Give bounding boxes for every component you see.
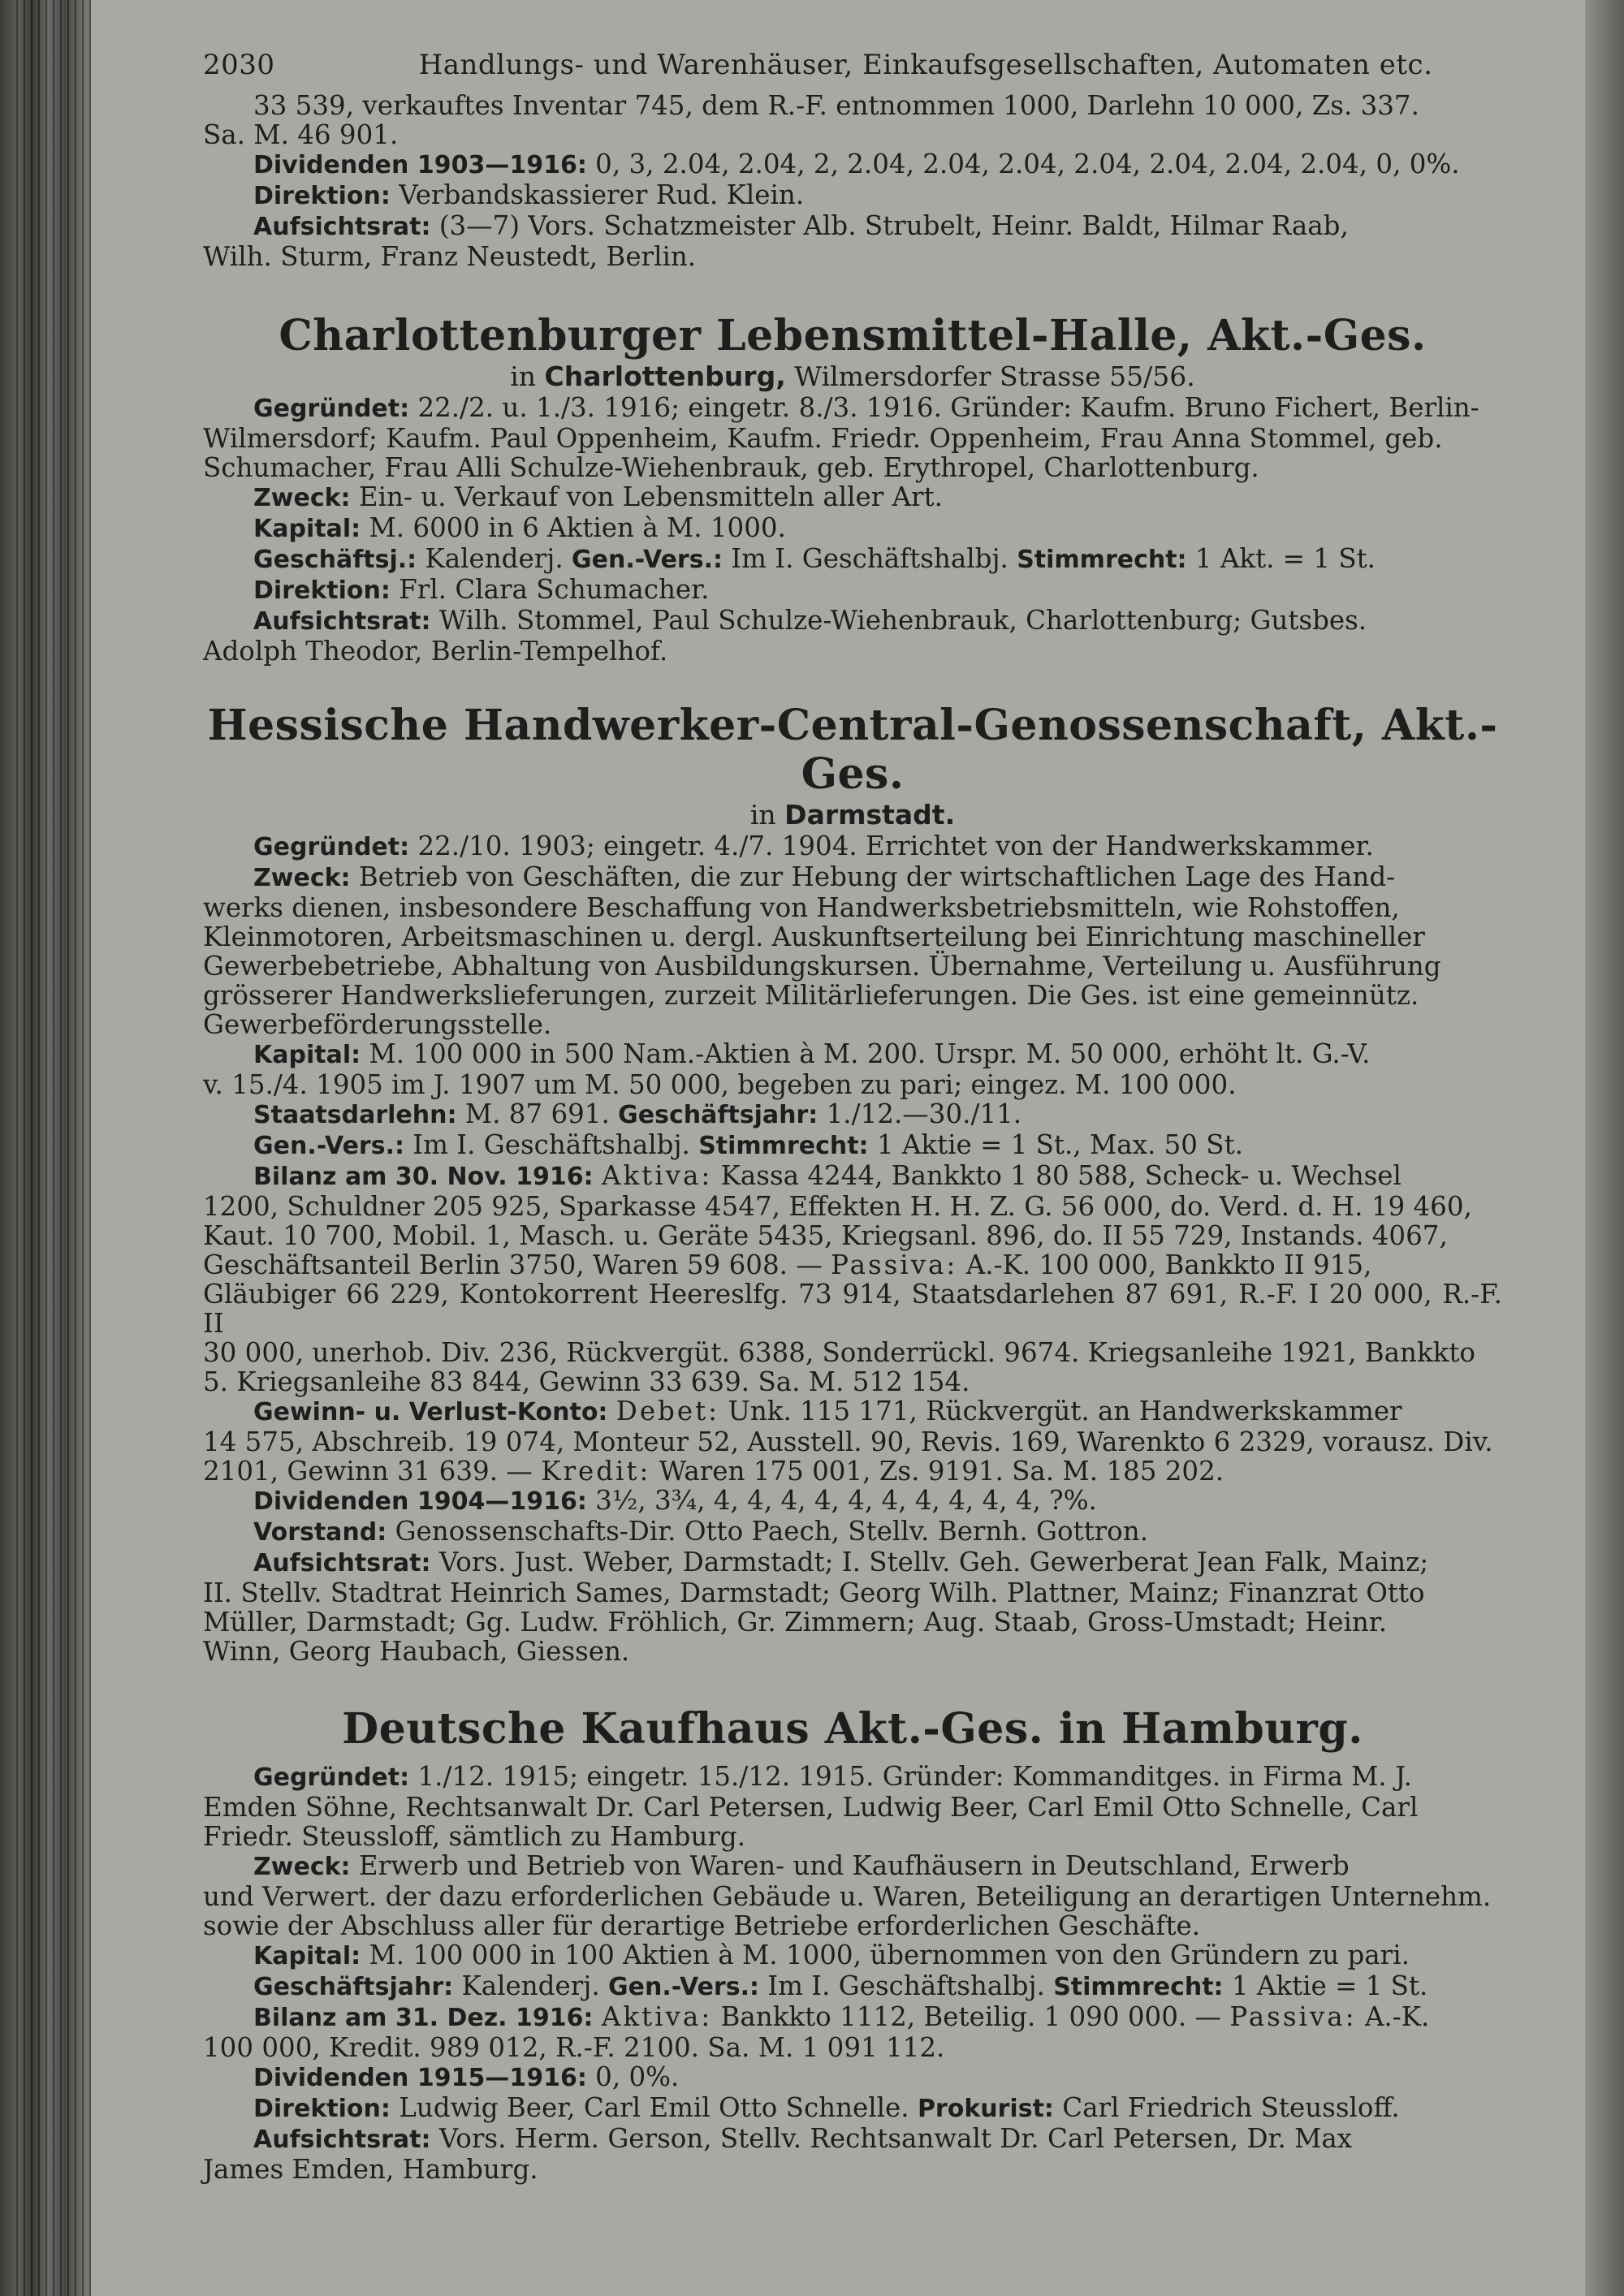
field-label: Geschäftsj.: (253, 546, 417, 574)
field-label: Gen.-Vers.: (572, 546, 723, 574)
staatsdarlehn-line: Staatsdarlehn: M. 87 691. Geschäftsjahr: 1./12.—30./11. (253, 1098, 1022, 1129)
field-label: Kapital: (253, 1942, 361, 1970)
field-label: Aufsichtsrat: (253, 213, 431, 241)
company-entry-deutsche-kaufhaus: Deutsche Kaufhaus Akt.-Ges. in Hamburg. Gegründet: 1./12. 1915; eingetr. 15./12. 1915. Gründer: Kommanditges. in Firma M. J. Emden Söhne, Rechtsanwalt Dr. Carl Petersen, Ludwig Beer, Carl Emil Otto Schnelle, Carl Friedr. Steussloff, sämtlich zu Hamburg. Zweck: Erwerb und Betrieb von Waren- und Kaufhäusern in Deutschland, Erwerb und Verwert. der dazu erforderlichen Gebäude u. Waren, Beteiligung an derartigen Unternehm. sowie der Abschluss aller für derartige Betriebe erforderlichen Geschäfte. Kapital: M. 100 000 in 100 Aktien à M. 1000, übernommen von den Gründern zu pari. Geschäftsjahr: Kalenderj. Gen.-Vers.: Im I. Geschäftshalbj. Stimmrecht: 1 Aktie = 1 St. Bilanz am 31. Dez. 1916: Aktiva: Bankkto 1112, Beteilig. 1 090 000. — Passiva: A.-K. 100 000, Kredit. 989 012, R.-F. 2100. Sa. M. 1 091 112. Dividenden 1915—1916: 0, 0%. Direktion: Ludwig Beer, Carl Emil Otto Schnelle. Prokurist: Carl Friedrich Steussloff. Aufsichtsrat: Vors. Herm. Gerson, Stellv. Rechtsanwalt Dr. Carl Petersen, Dr. Max James Emden, Hamburg. (203, 1705, 1502, 2184)
continuation-text: 33 539, verkauftes Inventar 745, dem R.-F. entnommen 1000, Darlehn 10 000, Zs. 337. (253, 90, 1419, 121)
field-label: Gen.-Vers.: (608, 1973, 759, 2001)
gegruendet-line: Gegründet: 1./12. 1915; eingetr. 15./12. 1915. Gründer: Kommanditges. in Firma M. J. (253, 1761, 1412, 1792)
field-label: Zweck: (253, 484, 351, 512)
bilanz-line: Bilanz am 31. Dez. 1916: Aktiva: Bankkto 1112, Beteilig. 1 090 000. — Passiva: A.-K. (253, 2001, 1430, 2032)
field-label: Dividenden 1904—1916: (253, 1487, 587, 1516)
company-title: Deutsche Kaufhaus Akt.-Ges. in Hamburg. (342, 1704, 1363, 1754)
field-label: Bilanz am 30. Nov. 1916: (253, 1163, 594, 1191)
page-number: 2030 (203, 49, 275, 81)
direktion-line: Direktion: Verbandskassierer Rud. Klein. (253, 179, 805, 210)
field-label: Gewinn- u. Verlust-Konto: (253, 1398, 608, 1426)
zweck-line: Zweck: Erwerb und Betrieb von Waren- und Kaufhäusern in Deutschland, Erwerb (253, 1850, 1350, 1881)
gen-vers-line: Gen.-Vers.: Im I. Geschäftshalbj. Stimmrecht: 1 Aktie = 1 St., Max. 50 St. (253, 1129, 1243, 1160)
aufsichtsrat-line: Aufsichtsrat: Vors. Herm. Gerson, Stellv. Rechtsanwalt Dr. Carl Petersen, Dr. Max (253, 2123, 1353, 2154)
field-label: Kapital: (253, 1041, 361, 1069)
aufsichtsrat-line: Aufsichtsrat: Vors. Just. Weber, Darmstadt; I. Stellv. Geh. Gewerberat Jean Falk, Mainz; (253, 1547, 1429, 1577)
running-head: Handlungs- und Warenhäuser, Einkaufsgesellschaften, Automaten etc. (418, 49, 1433, 81)
vorstand-line: Vorstand: Genossenschafts-Dir. Otto Paech, Stellv. Bernh. Gottron. (253, 1516, 1149, 1547)
field-label: Gegründet: (253, 833, 410, 861)
field-label: Stimmrecht: (698, 1132, 869, 1160)
field-label: Geschäftsjahr: (618, 1101, 818, 1129)
field-label: Direktion: (253, 576, 391, 605)
field-label: Zweck: (253, 1853, 351, 1881)
field-label: Geschäftsjahr: (253, 1973, 454, 2001)
direktion-line: Direktion: Frl. Clara Schumacher. (253, 574, 710, 605)
field-label: Dividenden 1903—1916: (253, 151, 587, 179)
page-content (203, 49, 1502, 2184)
gewinn-verlust-line: Gewinn- u. Verlust-Konto: Debet: Unk. 115 171, Rückvergüt. an Handwerkskammer (253, 1396, 1402, 1426)
previous-entry-continuation (203, 91, 1502, 271)
field-label: Staatsdarlehn: (253, 1101, 457, 1129)
dividends-line: Dividenden 1903—1916: 0, 3, 2.04, 2.04, 2, 2.04, 2.04, 2.04, 2.04, 2.04, 2.04, 2.04, 0, 0%. (253, 149, 1460, 179)
bilanz-line: Bilanz am 30. Nov. 1916: Aktiva: Kassa 4244, Bankkto 1 80 588, Scheck- u. Wechsel (253, 1160, 1402, 1191)
field-label: Prokurist: (917, 2095, 1054, 2123)
aufsichtsrat-line: Aufsichtsrat: (3—7) Vors. Schatzmeister Alb. Strubelt, Heinr. Baldt, Hilmar Raab, (253, 210, 1349, 241)
field-label: Aufsichtsrat: (253, 607, 431, 636)
zweck-line: Zweck: Ein- u. Verkauf von Lebensmitteln aller Art. (253, 481, 943, 512)
zweck-line: Zweck: Betrieb von Geschäften, die zur Hebung der wirtschaftlichen Lage des Hand- (253, 861, 1396, 892)
field-label: Bilanz am 31. Dez. 1916: (253, 2004, 594, 2032)
field-label: Vorstand: (253, 1518, 387, 1547)
field-label: Direktion: (253, 2095, 391, 2123)
kapital-line: Kapital: M. 100 000 in 100 Aktien à M. 1000, übernommen von den Gründern zu pari. (253, 1940, 1410, 1970)
aufsichtsrat-line: Aufsichtsrat: Wilh. Stommel, Paul Schulze-Wiehenbrauk, Charlottenburg; Gutsbes. (253, 605, 1367, 636)
aufsichtsrat-line: Wilh. Sturm, Franz Neustedt, Berlin. (203, 241, 697, 272)
company-entry-hessische: Hessische Handwerker-Central-Genossenschaft, Akt.-Ges. in Darmstadt. Gegründet: 22./10. 1903; eingetr. 4./7. 1904. Errichtet von der Handwerkskammer. Zweck: Betrieb von Geschäften, die zur Hebung der wirtschaftlichen Lage des Hand- werks dienen, insbesondere Beschaffung von Handwerksbetriebsmitteln, wie Rohstoffen, Kleinmotoren, Arbeitsmaschinen u. dergl. Auskunftserteilung bei Einrichtung maschineller Gewerbebetriebe, Abhaltung von Ausbildungskursen. Übernahme, Verteilung u. Ausführung grösserer Handwerkslieferungen, zurzeit Militärlieferungen. Die Ges. ist eine gemeinnütz. Gewerbeförderungsstelle. Kapital: M. 100 000 in 500 Nam.-Aktien à M. 200. Urspr. M. 50 000, erhöht lt. G.-V. v. 15./4. 1905 im J. 1907 um M. 50 000, begeben zu pari; eingez. M. 100 000. Staatsdarlehn: M. 87 691. Geschäftsjahr: 1./12.—30./11. Gen.-Vers.: Im I. Geschäftshalbj. Stimmrecht: 1 Aktie = 1 St., Max. 50 St. Bilanz am 30. Nov. 1916: Aktiva: Kassa 4244, Bankkto 1 80 588, Scheck- u. Wechsel 1200, Schuldner 205 925, Sparkasse 4547, Effekten H. H. Z. G. 56 000, do. Verd. d. H. 19 460, Kaut. 10 700, Mobil. 1, Masch. u. Geräte 5435, Kriegsanl. 896, do. II 55 729, Instands. 4067, Geschäftsanteil Berlin 3750, Waren 59 608. — Passiva: A.-K. 100 000, Bankkto II 915, Gläubiger 66 229, Kontokorrent Heereslfg. 73 914, Staatsdarlehen 87 691, R.-F. I 20 000, R.-F. II 30 000, unerhob. Div. 236, Rückvergüt. 6388, Sonderrückl. 9674. Kriegsanleihe 1921, Bankkto 5. Kriegsanleihe 83 844, Gewinn 33 639. Sa. M. 512 154. Gewinn- u. Verlust-Konto: Debet: Unk. 115 171, Rückvergüt. an Handwerkskammer 14 575, Abschreib. 19 074, Monteur 52, Ausstell. 90, Revis. 169, Warenkto 6 2329, vorausz. Div. 2101, Gewinn 31 639. — Kredit: Waren 175 001, Zs. 9191. Sa. M. 185 202. Dividenden 1904—1916: 3½, 3¾, 4, 4, 4, 4, 4, 4, 4, 4, 4, 4, ?%. Vorstand: Genossenschafts-Dir. Otto Paech, Stellv. Bernh. Gottron. Aufsichtsrat: Vors. Just. Weber, Darmstadt; I. Stellv. Geh. Gewerberat Jean Falk, Mainz; II. Stellv. Stadtrat Heinrich Sames, Darmstadt; Georg Wilh. Plattner, Mainz; Finanzrat Otto Müller, Darmstadt; Gg. Ludw. Fröhlich, Gr. Zimmern; Aug. Staab, Gross-Umstadt; Heinr. Winn, Georg Haubach, Giessen. (203, 701, 1502, 1667)
field-label: Stimmrecht: (1053, 1973, 1224, 2001)
gegruendet-line: Gegründet: 22./2. u. 1./3. 1916; eingetr. 8./3. 1916. Gründer: Kaufm. Bruno Fichert, Berlin- (253, 392, 1479, 423)
page-header (203, 49, 1502, 91)
page-right-edge (1585, 0, 1624, 2296)
geschaeftsjahr-line: Geschäftsj.: Kalenderj. Gen.-Vers.: Im I. Geschäftshalbj. Stimmrecht: 1 Akt. = 1 St. (253, 543, 1376, 574)
field-label: Stimmrecht: (1017, 546, 1187, 574)
dividends-line: Dividenden 1915—1916: 0, 0%. (253, 2061, 680, 2092)
field-label: Aufsichtsrat: (253, 2126, 431, 2154)
field-label: Direktion: (253, 182, 391, 210)
continuation-text: Sa. M. 46 901. (203, 119, 399, 150)
dividends-line: Dividenden 1904—1916: 3½, 3¾, 4, 4, 4, 4, 4, 4, 4, 4, 4, 4, ?%. (253, 1485, 1097, 1516)
field-label: Kapital: (253, 515, 361, 543)
kapital-line: Kapital: M. 100 000 in 500 Nam.-Aktien à M. 200. Urspr. M. 50 000, erhöht lt. G.-V. (253, 1038, 1371, 1069)
field-label: Zweck: (253, 864, 351, 892)
direktion-line: Direktion: Ludwig Beer, Carl Emil Otto Schnelle. Prokurist: Carl Friedrich Steussloff. (253, 2092, 1400, 2123)
company-location: in Darmstadt. (749, 799, 956, 831)
company-title: Hessische Handwerker-Central-Genossenschaft, Akt.-Ges. (207, 701, 1498, 799)
company-location: in Charlottenburg, Wilmersdorfer Strasse 55/56. (510, 360, 1195, 392)
field-label: Gen.-Vers.: (253, 1132, 404, 1160)
company-title: Charlottenburger Lebensmittel-Halle, Akt.-Ges. (279, 311, 1427, 360)
kapital-line: Kapital: M. 6000 in 6 Aktien à M. 1000. (253, 512, 786, 543)
company-entry-charlottenburger: Charlottenburger Lebensmittel-Halle, Akt.-Ges. in Charlottenburg, Wilmersdorfer Strasse 55/56. Gegründet: 22./2. u. 1./3. 1916; eingetr. 8./3. 1916. Gründer: Kaufm. Bruno Fichert, Berlin- Wilmersdorf; Kaufm. Paul Oppenheim, Kaufm. Friedr. Oppenheim, Frau Anna Stommel, geb. Schumacher, Frau Alli Schulze-Wiehenbrauk, geb. Erythropel, Charlottenburg. Zweck: Ein- u. Verkauf von Lebensmitteln aller Art. Kapital: M. 6000 in 6 Aktien à M. 1000. Geschäftsj.: Kalenderj. Gen.-Vers.: Im I. Geschäftshalbj. Stimmrecht: 1 Akt. = 1 St. Direktion: Frl. Clara Schumacher. Aufsichtsrat: Wilh. Stommel, Paul Schulze-Wiehenbrauk, Charlottenburg; Gutsbes. Adolph Theodor, Berlin-Tempelhof. (203, 312, 1502, 666)
field-label: Aufsichtsrat: (253, 1549, 431, 1577)
field-label: Gegründet: (253, 395, 410, 423)
gegruendet-line: Gegründet: 22./10. 1903; eingetr. 4./7. 1904. Errichtet von der Handwerkskammer. (253, 831, 1374, 861)
field-label: Dividenden 1915—1916: (253, 2064, 587, 2092)
geschaeftsjahr-line: Geschäftsjahr: Kalenderj. Gen.-Vers.: Im I. Geschäftshalbj. Stimmrecht: 1 Aktie = 1 St. (253, 1970, 1428, 2001)
field-label: Gegründet: (253, 1763, 410, 1792)
